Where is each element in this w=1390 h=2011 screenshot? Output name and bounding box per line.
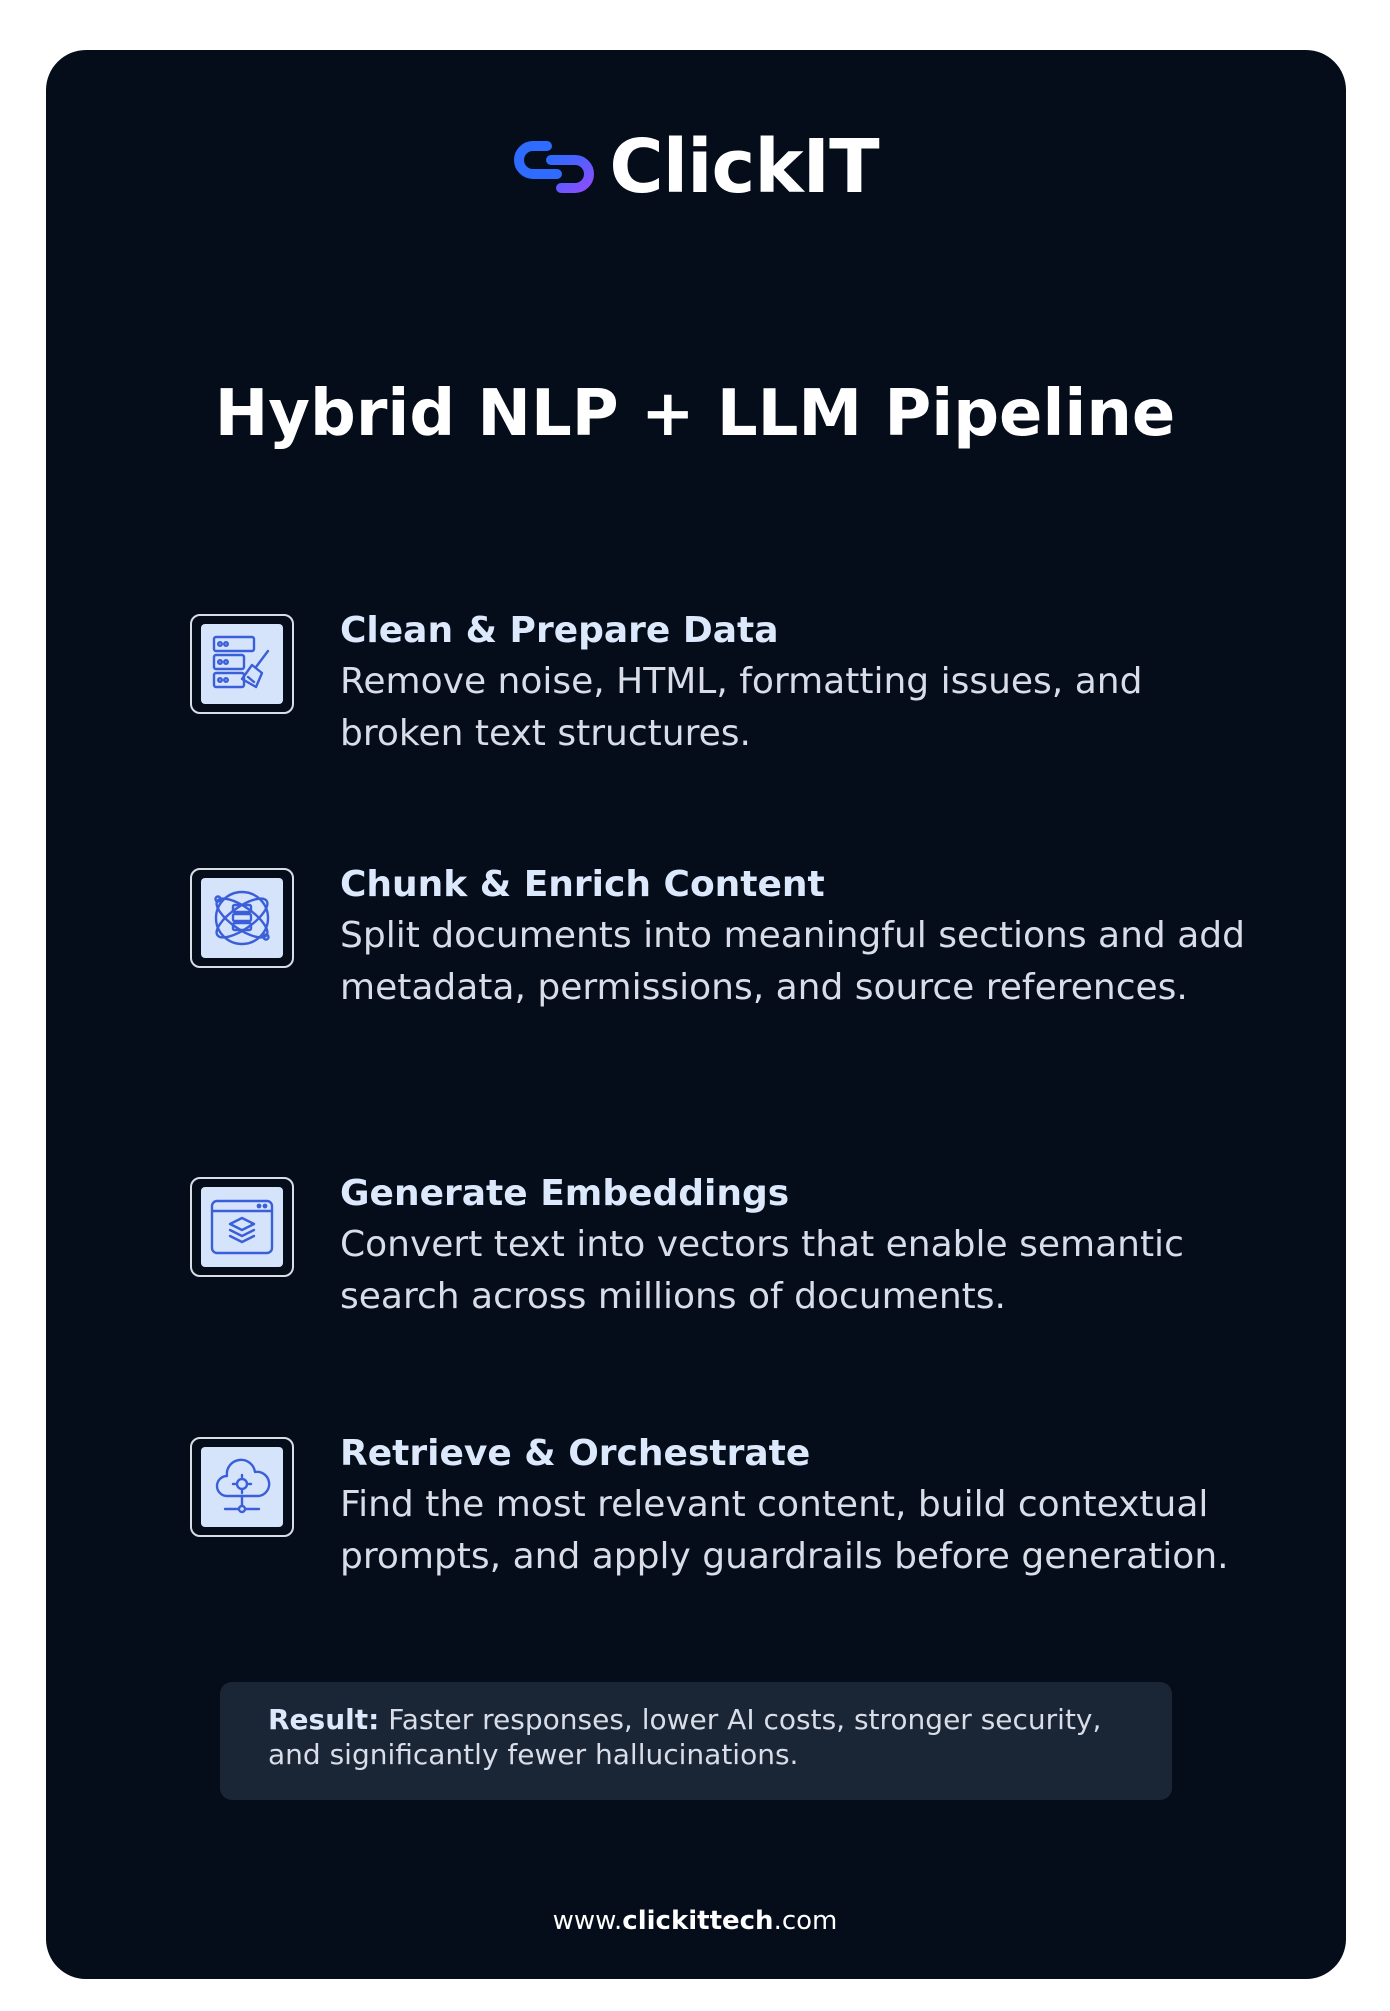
step-description: Remove noise, HTML, formatting issues, and broken text structures. [340,661,1143,754]
step-icon-frame [190,1177,294,1277]
step-icon-frame [190,1437,294,1537]
step-icon-frame [190,614,294,714]
step-title: Chunk & Enrich Content [340,864,825,905]
brand-logo [0,124,1390,210]
step-title: Clean & Prepare Data [340,610,779,651]
network-database-icon [209,885,275,951]
step-title: Retrieve & Orchestrate [340,1433,811,1474]
link-chain-logo-icon [511,138,597,196]
data-cleaning-icon [210,633,274,695]
footer-domain: clickittech [622,1906,774,1936]
footer-prefix: www. [552,1906,623,1936]
layers-window-icon [209,1198,275,1256]
page-title: Hybrid NLP + LLM Pipeline [214,377,1176,451]
cloud-settings-icon [211,1456,273,1518]
result-label: Result: [268,1703,380,1736]
step-description: Split documents into meaningful sections and add metadata, permissions, and source references. [340,915,1245,1008]
footer-suffix: .com [773,1906,838,1936]
step-icon-frame [190,868,294,968]
result-callout [220,1682,1172,1800]
step-description: Find the most relevant content, build contextual prompts, and apply guardrails before generation. [340,1484,1229,1577]
step-description: Convert text into vectors that enable semantic search across millions of documents. [340,1224,1184,1317]
footer-website[interactable] [0,1906,1390,1936]
step-title: Generate Embeddings [340,1173,790,1214]
brand-name: ClickIT [609,124,879,210]
result-text: Faster responses, lower AI costs, stronger security, and significantly fewer hallucinations. [268,1703,1102,1771]
